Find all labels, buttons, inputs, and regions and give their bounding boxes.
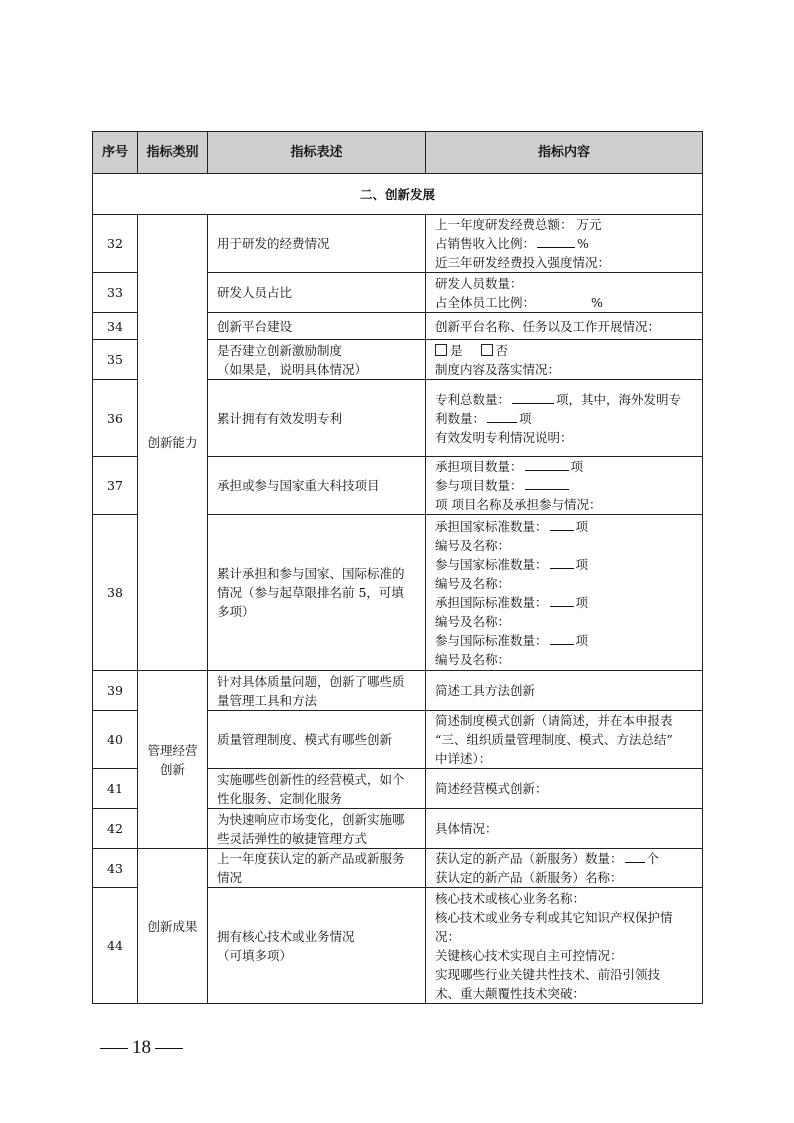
row-number: 32 (93, 215, 138, 273)
header-content: 指标内容 (426, 132, 703, 174)
row-description: 研发人员占比 (208, 273, 426, 313)
indicator-table (92, 131, 703, 1004)
content-unit: 项 (570, 459, 584, 474)
description-line: 累计承担和参与国家、国际标准的 (217, 566, 405, 581)
content-line: 术、重大颠覆性技术突破： (435, 985, 586, 1001)
blank-field[interactable] (550, 555, 574, 569)
row-number: 37 (93, 457, 138, 515)
row-number: 35 (93, 340, 138, 380)
row-content (426, 340, 703, 380)
blank-field[interactable] (625, 849, 645, 863)
row-content: 具体情况： (426, 809, 703, 849)
description-line: 为快速响应市场变化，创新实施哪 (217, 811, 405, 827)
indicator-table-page (92, 131, 702, 1004)
row-content: 简述工具方法创新 (426, 671, 703, 711)
content-unit: % (591, 294, 603, 310)
row-content: 简述经营模式创新： (426, 769, 703, 809)
footer-dash-left (100, 1048, 128, 1049)
content-unit: 项 (575, 518, 589, 534)
content-label: 利数量： (435, 410, 486, 426)
content-unit: % (577, 236, 589, 251)
content-label: 占全体员工比例： (435, 294, 536, 310)
row-content (426, 849, 703, 888)
content-label: 承担项目数量： (435, 459, 523, 474)
content-unit: 项 (575, 594, 589, 610)
content-line: 制度内容及落实情况： (435, 361, 561, 377)
content-line: 实现哪些行业关键共性技术、前沿引领技 (435, 966, 661, 982)
blank-field[interactable] (487, 409, 517, 423)
row-number: 33 (93, 273, 138, 313)
row-content (426, 711, 703, 769)
blank-field[interactable] (550, 593, 574, 607)
description-line: 多项） (217, 604, 255, 619)
table-row (93, 215, 703, 273)
content-line: 有效发明专利情况说明： (435, 429, 573, 445)
row-number: 41 (93, 769, 138, 809)
row-description (208, 769, 426, 809)
row-description: 质量管理制度、模式有哪些创新 (208, 711, 426, 769)
no-checkbox[interactable] (481, 344, 493, 356)
content-label: 承担国家标准数量： (435, 518, 548, 534)
content-label: 承担国际标准数量： (435, 594, 548, 610)
category-line: 管理经营 (147, 742, 198, 758)
category-innovation-results: 创新成果 (138, 849, 208, 1004)
content-unit: 个 (646, 851, 660, 866)
content-line: 编号及名称： (435, 651, 511, 667)
page-footer (96, 1037, 187, 1059)
category-line: 创新 (159, 761, 185, 777)
description-line: 拥有核心技术或业务情况 (217, 928, 355, 944)
content-line: “三、组织质量管理制度、模式、方法总结” (435, 732, 673, 747)
content-label: 专利总数量： (435, 391, 511, 407)
content-label: 参与项目数量： (435, 478, 523, 493)
description-line: 针对具体质量问题，创新了哪些质 (217, 673, 405, 689)
row-content (426, 273, 703, 313)
content-line: 核心技术或业务专利或其它知识产权保护情 (435, 909, 673, 925)
category-management-innovation (138, 671, 208, 849)
row-number: 38 (93, 515, 138, 671)
row-number: 39 (93, 671, 138, 711)
yes-label: 是 (450, 342, 463, 358)
description-line: （可填多项） (217, 947, 293, 963)
row-content (426, 888, 703, 1004)
description-line: 情况（参与起草限排名前 5，可填 (217, 585, 404, 600)
section-row (93, 174, 703, 215)
row-description (208, 671, 426, 711)
blank-field[interactable] (525, 457, 569, 471)
row-description (208, 888, 426, 1004)
row-content (426, 457, 703, 515)
blank-field[interactable] (550, 517, 574, 531)
description-line: 实施哪些创新性的经营模式，如个 (217, 771, 405, 787)
content-label: 参与国家标准数量： (435, 556, 548, 572)
row-description (208, 340, 426, 380)
row-content (426, 215, 703, 273)
content-line: 上一年度研发经费总额： 万元 (435, 217, 602, 232)
row-number: 42 (93, 809, 138, 849)
table-header-row (93, 132, 703, 174)
content-line: 项 项目名称及承担参与情况： (435, 497, 602, 512)
description-line: 情况 (217, 870, 243, 885)
content-label: 参与国际标准数量： (435, 632, 548, 648)
blank-field[interactable] (537, 234, 575, 248)
header-category: 指标类别 (138, 132, 208, 174)
description-line: 性化服务、定制化服务 (217, 790, 343, 806)
row-description (208, 849, 426, 888)
no-label: 否 (495, 342, 509, 358)
blank-field[interactable] (512, 390, 554, 404)
description-line: 上一年度获认定的新产品或新服务 (217, 851, 405, 866)
header-seq: 序号 (93, 132, 138, 174)
header-description: 指标表述 (208, 132, 426, 174)
content-line: 况： (435, 928, 461, 944)
row-content (426, 380, 703, 457)
row-description: 创新平台建设 (208, 313, 426, 340)
content-label: 获认定的新产品（新服务）数量： (435, 851, 623, 866)
content-label: 占销售收入比例： (435, 236, 536, 251)
blank-field[interactable] (550, 631, 574, 645)
row-number: 36 (93, 380, 138, 457)
content-line: 简述制度模式创新（请简述，并在本申报表 (435, 713, 673, 728)
content-unit: 项 (575, 632, 589, 648)
content-line: 编号及名称： (435, 613, 511, 629)
content-line: 关键核心技术实现自主可控情况： (435, 947, 623, 963)
table-row (93, 849, 703, 888)
row-description: 累计拥有有效发明专利 (208, 380, 426, 457)
row-number: 44 (93, 888, 138, 1004)
row-number: 34 (93, 313, 138, 340)
content-unit: 项 (519, 410, 532, 426)
description-line: 量管理工具和方法 (217, 692, 318, 708)
page-number: 18 (132, 1037, 151, 1058)
description-line: 些灵活弹性的敏捷管理方式 (217, 830, 368, 846)
content-line: 研发人员数量： (435, 275, 523, 291)
content-label: 项，其中，海外发明专 (556, 391, 682, 407)
content-unit: 项 (575, 556, 589, 572)
blank-field[interactable] (525, 476, 569, 490)
row-description: 用于研发的经费情况 (208, 215, 426, 273)
content-line: 编号及名称： (435, 575, 511, 591)
content-line: 编号及名称： (435, 537, 511, 553)
row-content (426, 515, 703, 671)
row-content: 创新平台名称、任务以及工作开展情况： (426, 313, 703, 340)
row-description (208, 809, 426, 849)
row-number: 40 (93, 711, 138, 769)
category-innovation-ability: 创新能力 (138, 215, 208, 671)
table-row (93, 671, 703, 711)
description-line: 是否建立创新激励制度 (217, 342, 343, 358)
description-line: （如果是，说明具体情况） (217, 361, 368, 377)
row-description (208, 515, 426, 671)
content-line: 获认定的新产品（新服务）名称： (435, 870, 623, 885)
section-title: 二、创新发展 (93, 174, 703, 215)
yes-checkbox[interactable] (435, 344, 447, 356)
footer-dash-right (155, 1048, 183, 1049)
content-line: 核心技术或核心业务名称： (435, 890, 586, 906)
row-number: 43 (93, 849, 138, 888)
content-line: 中详述）： (435, 751, 492, 766)
row-description: 承担或参与国家重大科技项目 (208, 457, 426, 515)
content-line: 近三年研发经费投入强度情况： (435, 255, 611, 270)
